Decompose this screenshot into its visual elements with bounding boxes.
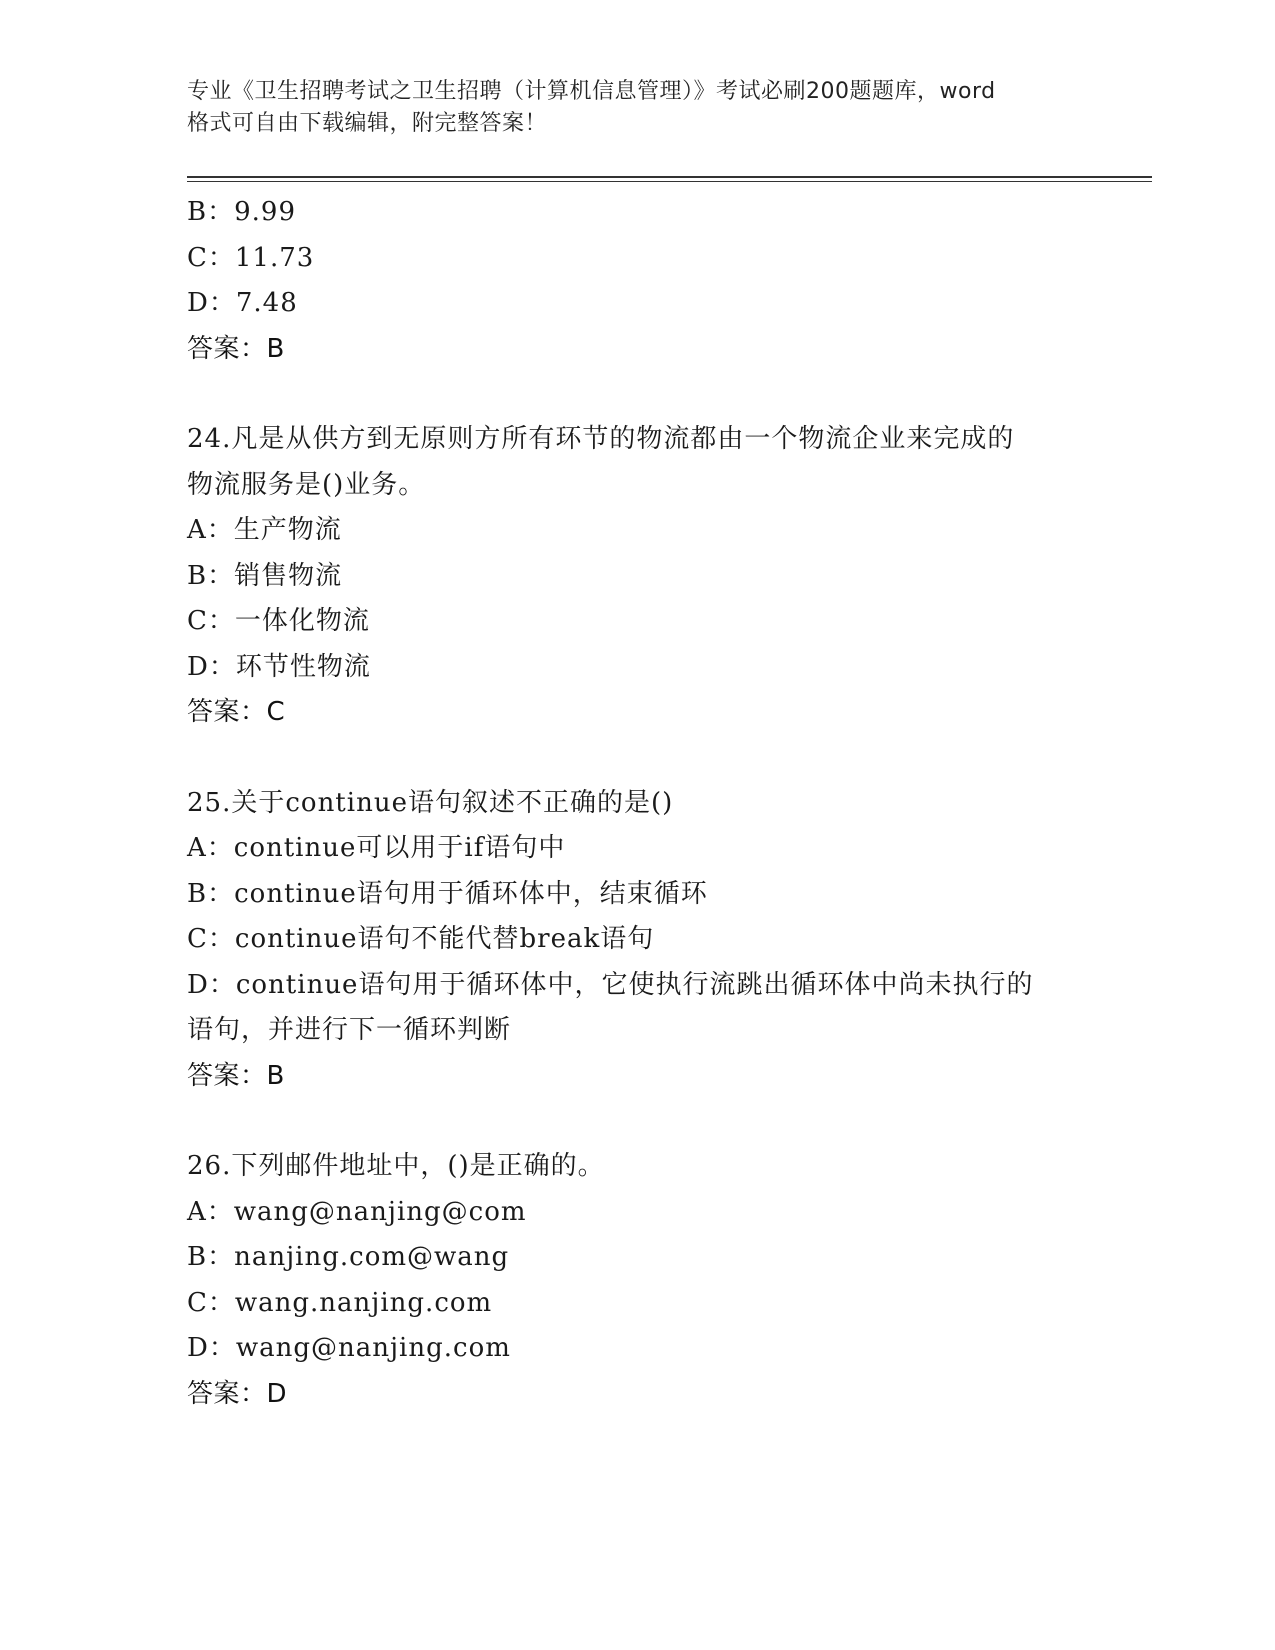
question-24	[187, 417, 1087, 736]
option-d-continued: 语句，并进行下一循环判断	[187, 1015, 512, 1045]
answer-label: 答案：B	[187, 1060, 285, 1091]
option-a: A：wang@nanjing@com	[187, 1196, 527, 1227]
option-c: C：一体化物流	[187, 606, 370, 636]
option-d: D：7.48	[187, 288, 298, 318]
option-d: D：环节性物流	[187, 651, 371, 682]
option-b: B：continue语句用于循环体中，结束循环	[187, 878, 708, 909]
document-header	[187, 76, 1087, 140]
answer-label: 答案：C	[187, 697, 286, 727]
option-c: C：continue语句不能代替break语句	[187, 924, 655, 954]
option-b: B：销售物流	[187, 560, 343, 591]
spacer	[187, 372, 1087, 417]
header-line-2: 格式可自由下载编辑，附完整答案！	[187, 111, 548, 136]
question-23-tail	[187, 190, 1087, 372]
header-line-1: 专业《卫生招聘考试之卫生招聘（计算机信息管理）》考试必刷200题题库，word	[187, 79, 996, 104]
question-stem: 26.下列邮件地址中，()是正确的。	[187, 1151, 605, 1181]
header-divider-thick	[187, 176, 1152, 178]
answer-label: 答案：B	[187, 333, 285, 364]
question-25	[187, 781, 1087, 1100]
option-a: A：生产物流	[187, 515, 342, 545]
option-d: D：wang@nanjing.com	[187, 1333, 511, 1363]
option-b: B：nanjing.com@wang	[187, 1242, 510, 1272]
option-b: B：9.99	[187, 197, 296, 227]
spacer	[187, 736, 1087, 781]
option-c: C：wang.nanjing.com	[187, 1287, 493, 1318]
option-c: C：11.73	[187, 242, 315, 273]
option-d: D：continue语句用于循环体中，它使执行流跳出循环体中尚未执行的	[187, 969, 1034, 1000]
question-content	[187, 190, 1087, 1417]
option-a: A：continue可以用于if语句中	[187, 833, 566, 863]
question-26	[187, 1144, 1087, 1417]
question-stem-continued: 物流服务是()业务。	[187, 469, 426, 500]
answer-label: 答案：D	[187, 1378, 288, 1409]
question-stem: 25.关于continue语句叙述不正确的是()	[187, 787, 674, 818]
spacer	[187, 1099, 1087, 1144]
question-stem: 24.凡是从供方到无原则方所有环节的物流都由一个物流企业来完成的	[187, 424, 1015, 454]
header-divider-thin	[187, 181, 1152, 182]
